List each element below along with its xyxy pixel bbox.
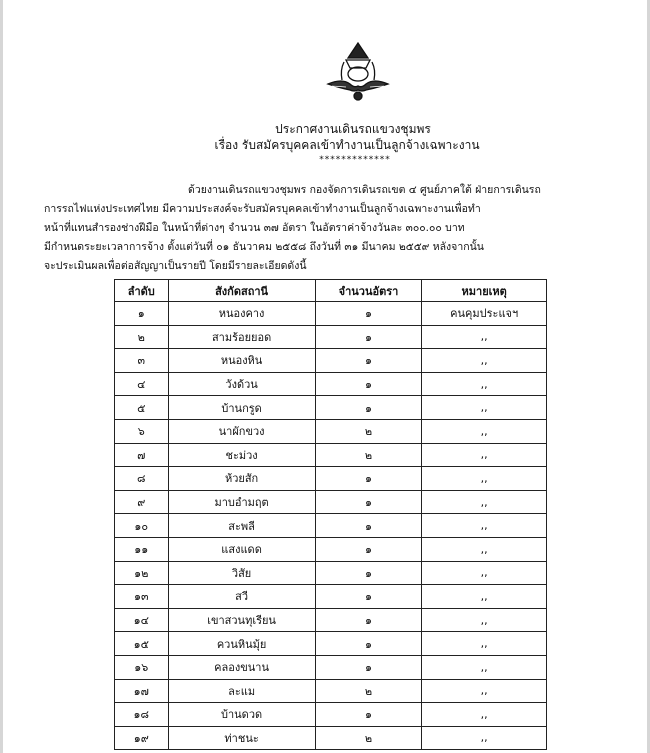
cell-note: ,, <box>422 349 547 373</box>
cell-note: ,, <box>422 726 547 750</box>
cell-count: ๑ <box>315 467 422 491</box>
cell-note: ,, <box>422 585 547 609</box>
announcement-title: ประกาศงานเดินรถแขวงชุมพร <box>275 122 431 136</box>
table-row <box>115 679 547 703</box>
cell-count: ๑ <box>315 396 422 420</box>
cell-count: ๑ <box>315 655 422 679</box>
table-row <box>115 349 547 373</box>
cell-sequence: ๑ <box>115 302 169 326</box>
header-count: จำนวนอัตรา <box>315 280 422 302</box>
cell-note: ,, <box>422 561 547 585</box>
cell-station: เขาสวนทุเรียน <box>168 608 315 632</box>
cell-sequence: ๑๗ <box>115 679 169 703</box>
cell-count: ๑ <box>315 632 422 656</box>
cell-sequence: ๘ <box>115 467 169 491</box>
cell-count: ๒ <box>315 726 422 750</box>
table-row <box>115 325 547 349</box>
cell-note: ,, <box>422 632 547 656</box>
cell-count: ๑ <box>315 302 422 326</box>
title-separator: ************* <box>319 155 391 165</box>
cell-sequence: ๑๐ <box>115 514 169 538</box>
table-row <box>115 585 547 609</box>
cell-count: ๑ <box>315 514 422 538</box>
table-row <box>115 372 547 396</box>
cell-count: ๑ <box>315 490 422 514</box>
body-line-4: มีกำหนดระยะเวลาการจ้าง ตั้งแต่วันที่ ๐๑ ธันวาคม ๒๕๕๘ ถึงวันที่ ๓๑ มีนาคม ๒๕๕๙ หลังจากนั้น <box>44 241 484 253</box>
cell-count: ๑ <box>315 325 422 349</box>
cell-station: หนองหิน <box>168 349 315 373</box>
cell-count: ๑ <box>315 608 422 632</box>
table-row <box>115 655 547 679</box>
table-row <box>115 419 547 443</box>
cell-sequence: ๑๒ <box>115 561 169 585</box>
cell-count: ๒ <box>315 443 422 467</box>
cell-sequence: ๓ <box>115 349 169 373</box>
cell-count: ๒ <box>315 419 422 443</box>
cell-station: ห้วยสัก <box>168 467 315 491</box>
cell-count: ๑ <box>315 372 422 396</box>
srt-emblem-icon <box>326 40 390 102</box>
table-header-row <box>115 280 547 302</box>
body-line-2: การรถไฟแห่งประเทศไทย มีความประสงค์จะรับสมัครบุคคลเข้าทำงานเป็นลูกจ้างเฉพาะงานเพื่อทำ <box>44 203 481 215</box>
position-table <box>114 279 547 750</box>
cell-count: ๑ <box>315 585 422 609</box>
cell-station: ควนหินมุ้ย <box>168 632 315 656</box>
cell-sequence: ๔ <box>115 372 169 396</box>
table-row <box>115 490 547 514</box>
cell-sequence: ๑๘ <box>115 703 169 727</box>
header-station: สังกัดสถานี <box>168 280 315 302</box>
cell-count: ๑ <box>315 561 422 585</box>
table-row <box>115 537 547 561</box>
cell-station: สามร้อยยอด <box>168 325 315 349</box>
cell-sequence: ๑๑ <box>115 537 169 561</box>
body-paragraph <box>44 181 548 276</box>
cell-note: ,, <box>422 419 547 443</box>
cell-station: สะพลี <box>168 514 315 538</box>
table-row <box>115 396 547 420</box>
cell-note: ,, <box>422 703 547 727</box>
cell-station: วิสัย <box>168 561 315 585</box>
table-row <box>115 443 547 467</box>
cell-note: ,, <box>422 396 547 420</box>
cell-sequence: ๕ <box>115 396 169 420</box>
cell-sequence: ๑๖ <box>115 655 169 679</box>
cell-count: ๑ <box>315 537 422 561</box>
cell-sequence: ๑๙ <box>115 726 169 750</box>
cell-note: ,, <box>422 467 547 491</box>
cell-station: คลองขนาน <box>168 655 315 679</box>
cell-station: มาบอำมฤต <box>168 490 315 514</box>
cell-sequence: ๑๕ <box>115 632 169 656</box>
cell-count: ๑ <box>315 703 422 727</box>
cell-station: บ้านกรูด <box>168 396 315 420</box>
cell-station: วังด้วน <box>168 372 315 396</box>
table-row <box>115 467 547 491</box>
table-row <box>115 726 547 750</box>
cell-station: บ้านดวด <box>168 703 315 727</box>
cell-note: ,, <box>422 490 547 514</box>
table-row <box>115 302 547 326</box>
table-row <box>115 632 547 656</box>
cell-station: แสงแดด <box>168 537 315 561</box>
cell-station: หนองคาง <box>168 302 315 326</box>
header-sequence: ลำดับ <box>115 280 169 302</box>
cell-count: ๒ <box>315 679 422 703</box>
cell-note: คนคุมประแจฯ <box>422 302 547 326</box>
cell-station: ท่าชนะ <box>168 726 315 750</box>
cell-note: ,, <box>422 608 547 632</box>
cell-sequence: ๑๔ <box>115 608 169 632</box>
cell-note: ,, <box>422 372 547 396</box>
announcement-subject: เรื่อง รับสมัครบุคคลเข้าทำงานเป็นลูกจ้างเฉพาะงาน <box>214 138 480 152</box>
cell-station: ชะม่วง <box>168 443 315 467</box>
cell-station: นาผักขวง <box>168 419 315 443</box>
table-row <box>115 703 547 727</box>
cell-sequence: ๑๓ <box>115 585 169 609</box>
cell-station: ละแม <box>168 679 315 703</box>
cell-sequence: ๙ <box>115 490 169 514</box>
cell-note: ,, <box>422 514 547 538</box>
cell-note: ,, <box>422 679 547 703</box>
body-line-5: จะประเมินผลเพื่อต่อสัญญาเป็นรายปี โดยมีรายละเอียดดังนี้ <box>44 260 307 272</box>
cell-note: ,, <box>422 325 547 349</box>
body-line-3: หน้าที่แทนสำรองช่างฝีมือ ในหน้าที่ต่างๆ จำนวน ๓๗ อัตรา ในอัตราค่าจ้างวันละ ๓๐๐.๐๐ บาท <box>44 222 465 234</box>
cell-sequence: ๒ <box>115 325 169 349</box>
cell-note: ,, <box>422 655 547 679</box>
header-note: หมายเหตุ <box>422 280 547 302</box>
cell-sequence: ๗ <box>115 443 169 467</box>
table-row <box>115 608 547 632</box>
body-line-1: ด้วยงานเดินรถแขวงชุมพร กองจัดการเดินรถเขต ๔ ศูนย์ภาคใต้ ฝ่ายการเดินรถ <box>188 184 541 196</box>
cell-note: ,, <box>422 443 547 467</box>
table-row <box>115 514 547 538</box>
cell-count: ๑ <box>315 349 422 373</box>
table-row <box>115 561 547 585</box>
cell-note: ,, <box>422 537 547 561</box>
cell-station: สวี <box>168 585 315 609</box>
scan-edge-left <box>0 0 3 753</box>
cell-sequence: ๖ <box>115 419 169 443</box>
